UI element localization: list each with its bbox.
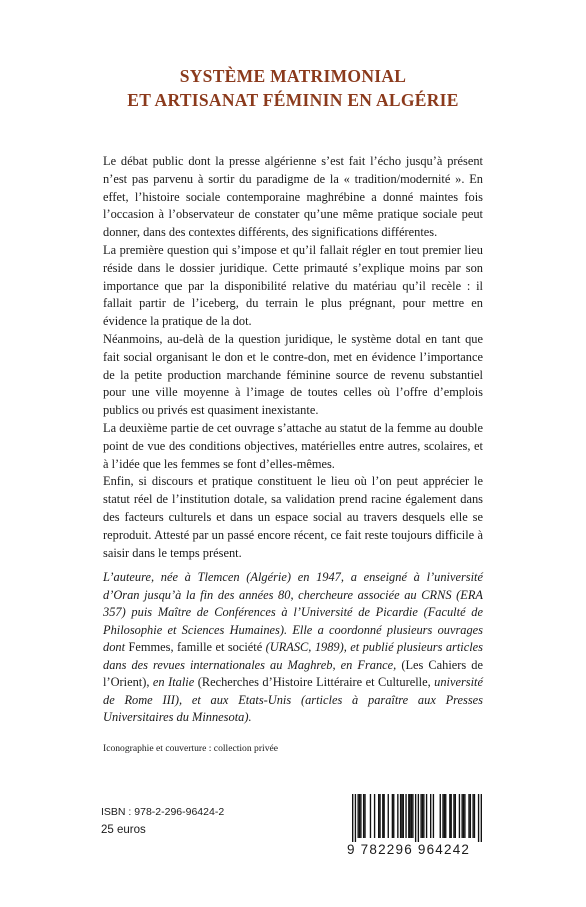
summary-paragraph-2: La première question qui s’impose et qu’il fallait régler en tout premier lieu réside dans le dossier juridique. Cette primauté s’explique moins par son importance que par la disponibilité relative du matériau qu’il recèle : il fallait partir de l’iceberg, du terrain le plus prégnant, pour mettre en évidence la pratique de la dot. (103, 242, 483, 329)
barcode-bar (474, 794, 475, 838)
barcode-bar (403, 794, 404, 838)
isbn: ISBN : 978-2-296-96424-2 (101, 806, 225, 818)
bio-journal-2: (Recherches d’Histoire Littéraire et Culturelle, (197, 675, 431, 689)
barcode-bar (470, 794, 471, 838)
barcode-bar (445, 794, 446, 838)
barcode-bar (412, 794, 413, 838)
bio-text-4: université de Rome III), et aux Etats-Unis (articles à paraître aux Presses Universitaires du Minnesota). (103, 675, 483, 724)
barcode-bar (401, 794, 402, 838)
barcode-bar (383, 794, 384, 838)
summary-paragraph-5: Enfin, si discours et pratique constituent le lieu où l’on peut apprécier le statut réel de l’institution dotale, sa validation prend racine également dans des facteurs culturels et dans un espace social au travers desquels elle se reproduit. Attesté par un passé encore récent, ce fait reste toujours difficile à saisir dans le temps présent. (103, 474, 483, 560)
barcode-bar (423, 794, 424, 838)
barcode-bar (379, 794, 380, 838)
bio-text-1: L’auteure, née à Tlemcen (Algérie) en 1947, a enseigné à l’université d’Oran jusqu’à la fin des années 80, chercheure associée au CRNS (ERA 357) puis Maître de Conférences à l’Université de Picardie (Faculté de Philosophie et Sciences Humaines). Elle a coordonné plusieurs ouvrages dont (103, 570, 483, 654)
bio-journal-1: (Les Cahiers de l’Orient), (103, 657, 483, 689)
barcode-bar (405, 794, 406, 838)
barcode-bar (468, 794, 469, 838)
barcode-bar (464, 794, 465, 838)
barcode-bar (459, 794, 460, 838)
barcode-bar (430, 794, 431, 838)
summary-text (103, 153, 483, 562)
title-line-1: SYSTÈME MATRIMONIAL (179, 66, 407, 86)
barcode-bar (408, 794, 409, 838)
barcode-bar (478, 794, 479, 842)
barcode-bar (461, 794, 462, 838)
barcode-bar (352, 794, 353, 842)
barcode-bar (433, 794, 434, 838)
barcode-bar (463, 794, 464, 838)
author-bio (103, 569, 483, 727)
barcode-bar (382, 794, 383, 838)
barcode-bar (359, 794, 360, 838)
barcode-bar (397, 794, 398, 838)
barcode-digits: 9 782296 964242 (347, 842, 471, 857)
author-bio-paragraph (103, 569, 483, 727)
barcode-bar (370, 794, 371, 838)
barcode-bar (426, 794, 427, 838)
barcode-bar (453, 794, 454, 838)
barcode-bar (409, 794, 410, 838)
title-line-2: ET ARTISANAT FÉMININ EN ALGÉRIE (127, 90, 459, 110)
barcode-bar (400, 794, 401, 838)
summary-paragraph-3: Néanmoins, au-delà de la question juridique, le système dotal en tant que fait social organisant le don et le contre-don, met en évidence l’importance de la petite production marchande féminine source de revenu substantiel pour une ville moyenne à l’image de toutes celles où l’offre d’emplois publics ou privés est quasiment inexistante. (103, 331, 483, 418)
bio-book-title: Femmes, famille et société (128, 640, 263, 654)
barcode-bar (455, 794, 456, 838)
barcode-bars (352, 794, 482, 842)
barcode-bar (440, 794, 441, 838)
barcode-bar (355, 794, 356, 842)
summary-paragraph-4: La deuxième partie de cet ouvrage s’attache au statut de la femme au double point de vue des conditions objectives, matérielles entre autres, scolaires, et à l’idée que les femmes se font d’elles-mêmes. (103, 420, 483, 471)
price: 25 euros (101, 824, 146, 836)
barcode-bar (357, 794, 358, 838)
barcode-bar (422, 794, 423, 838)
barcode-bar (418, 794, 419, 842)
barcode-bar (393, 794, 394, 838)
image-credits: Iconographie et couverture : collection privée (103, 743, 279, 754)
barcode-bar (444, 794, 445, 838)
barcode-bar (411, 794, 412, 838)
barcode-bar (442, 794, 443, 838)
barcode-bar (364, 794, 365, 838)
barcode-bar (363, 794, 364, 838)
barcode-bar (378, 794, 379, 838)
barcode-bar (420, 794, 421, 838)
barcode-bar (388, 794, 389, 838)
barcode-bar (360, 794, 361, 838)
bio-text-3: en Italie (149, 675, 198, 689)
barcode-bar (374, 794, 375, 838)
barcode (352, 794, 482, 842)
barcode-bar (451, 794, 452, 838)
summary-paragraph-1: Le débat public dont la presse algérienne s’est fait l’écho jusqu’à présent n’est pas parvenu à sortir du paradigme de la « tradition/modernité ». En effet, l’histoire sociale contemporaine maghrébine a donné maintes fois l’occasion à l’observateur de constater qu’une même pratique sociale peut donner, dans des contextes différents, des significations différentes. (103, 154, 483, 240)
barcode-bar (449, 794, 450, 838)
barcode-bar (392, 794, 393, 838)
barcode-bar (472, 794, 473, 838)
book-title (0, 64, 586, 112)
barcode-bar (415, 794, 416, 842)
barcode-bar (481, 794, 482, 842)
bio-text-2: (URASC, 1989), et publié plusieurs articles dans des revues internationales au Maghreb, en France, (103, 640, 483, 672)
